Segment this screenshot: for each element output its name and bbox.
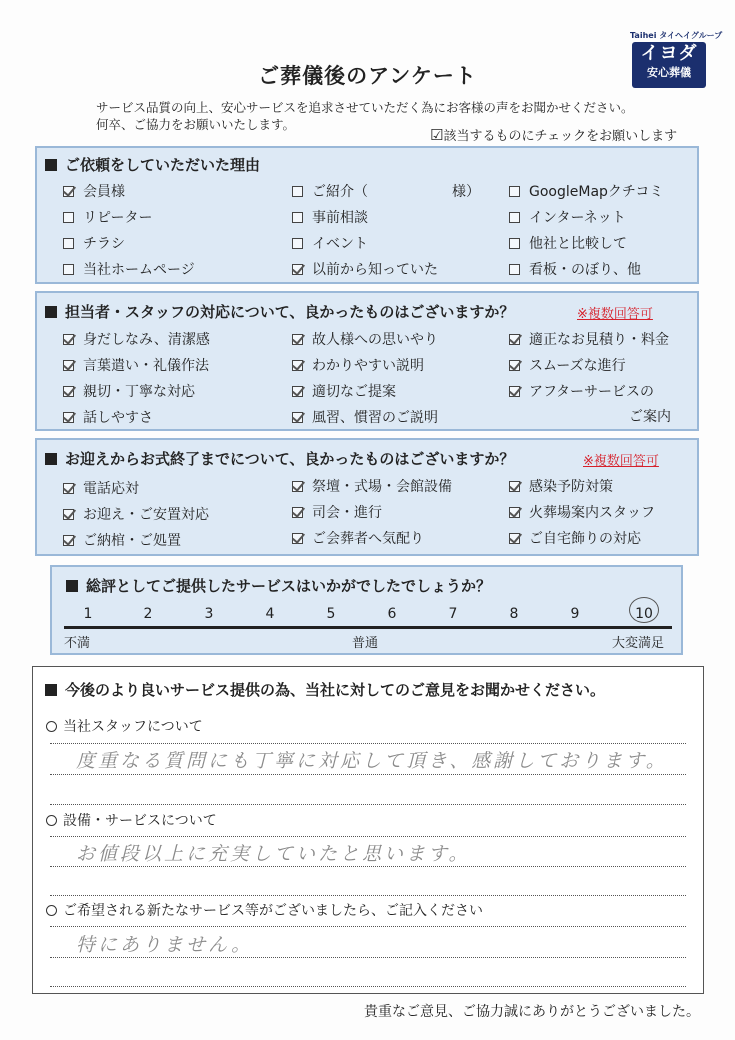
ceremony-section-title bbox=[45, 448, 514, 469]
circle-bullet-icon bbox=[46, 721, 57, 732]
scale-10[interactable]: 10 bbox=[635, 606, 653, 622]
checkbox-icon[interactable] bbox=[292, 481, 303, 492]
answer-line bbox=[50, 743, 686, 744]
option-label: 看板・のぼり、他 bbox=[529, 262, 641, 278]
option-label: スムーズな進行 bbox=[529, 358, 626, 374]
option-label: わかりやすい説明 bbox=[312, 358, 424, 374]
option-compassion[interactable] bbox=[292, 329, 438, 349]
option-label: チラシ bbox=[83, 236, 125, 252]
option-after-service-continuation: ご案内 bbox=[629, 409, 671, 425]
checkmark-icon: ☑ bbox=[430, 126, 444, 144]
checkbox-icon[interactable] bbox=[63, 186, 74, 197]
answer-line bbox=[50, 774, 686, 775]
option-label: 事前相談 bbox=[312, 210, 368, 226]
option-manners[interactable] bbox=[63, 355, 209, 375]
square-bullet-icon bbox=[45, 159, 57, 171]
option-appearance[interactable] bbox=[63, 329, 210, 349]
rating-section-title-text: 総評としてご提供したサービスはいかがでしたでしょうか？ bbox=[86, 577, 492, 595]
scale-2[interactable]: 2 bbox=[143, 606, 153, 622]
answer-new-service[interactable]: 特にありません。 bbox=[76, 934, 254, 956]
checkbox-icon[interactable] bbox=[292, 507, 303, 518]
scale-7[interactable]: 7 bbox=[448, 606, 458, 622]
checkbox-icon[interactable] bbox=[63, 212, 74, 223]
option-label: イベント bbox=[312, 236, 368, 252]
scale-8[interactable]: 8 bbox=[509, 606, 519, 622]
option-referral[interactable] bbox=[292, 181, 480, 201]
scale-high-label: 大変満足 bbox=[612, 636, 665, 651]
option-kindness[interactable] bbox=[63, 381, 195, 401]
intro-line-2: 何卒、ご協力をお願いいたします。 bbox=[96, 117, 296, 132]
option-compared[interactable] bbox=[509, 233, 627, 253]
answer-staff[interactable]: 度重なる質問にも丁寧に対応して頂き、感謝しております。 bbox=[76, 750, 668, 772]
option-smooth-progress[interactable] bbox=[509, 355, 626, 375]
thanks-message: 貴重なご意見、ご協力誠にありがとうございました。 bbox=[364, 1004, 700, 1020]
option-label: 風習、慣習のご説明 bbox=[312, 410, 438, 426]
option-label: 親切・丁寧な対応 bbox=[83, 384, 195, 400]
checkbox-icon[interactable] bbox=[63, 334, 74, 345]
option-label: ご自宅飾りの対応 bbox=[529, 531, 641, 547]
page-title: ご葬儀後のアンケート bbox=[258, 64, 477, 88]
checkbox-icon[interactable] bbox=[292, 334, 303, 345]
option-known-before[interactable] bbox=[292, 259, 438, 279]
checkbox-icon[interactable] bbox=[292, 533, 303, 544]
option-event[interactable] bbox=[292, 233, 368, 253]
option-customs[interactable] bbox=[292, 407, 438, 427]
checkbox-icon[interactable] bbox=[509, 212, 520, 223]
feedback-section-title bbox=[45, 679, 605, 700]
scale-3[interactable]: 3 bbox=[204, 606, 214, 622]
option-mc[interactable] bbox=[292, 502, 382, 522]
option-label: GoogleMapクチコミ bbox=[529, 184, 664, 200]
staff-section-title-text: 担当者・スタッフの対応について、良かったものはございますか？ bbox=[65, 303, 515, 321]
option-homepage[interactable] bbox=[63, 259, 195, 279]
scale-9[interactable]: 9 bbox=[570, 606, 580, 622]
checkbox-icon[interactable] bbox=[63, 509, 74, 520]
option-proposal[interactable] bbox=[292, 381, 396, 401]
option-label: 当社ホームページ bbox=[83, 262, 195, 278]
logo-main-text: イヨダ bbox=[640, 43, 698, 64]
option-label: リピーター bbox=[83, 210, 153, 226]
square-bullet-icon bbox=[45, 306, 57, 318]
staff-section bbox=[35, 291, 699, 431]
rating-section-title bbox=[66, 575, 491, 596]
option-label: 言葉遣い・礼儀作法 bbox=[83, 358, 209, 374]
checkbox-icon[interactable] bbox=[509, 533, 520, 544]
scale-6[interactable]: 6 bbox=[387, 606, 397, 622]
checkbox-icon[interactable] bbox=[63, 483, 74, 494]
checkbox-icon[interactable] bbox=[292, 186, 303, 197]
option-label: 祭壇・式場・会館設備 bbox=[312, 479, 452, 495]
checkbox-icon[interactable] bbox=[63, 535, 74, 546]
option-label: アフターサービスの bbox=[529, 384, 655, 400]
checkbox-icon[interactable] bbox=[292, 238, 303, 249]
scale-5[interactable]: 5 bbox=[326, 606, 336, 622]
checkbox-icon[interactable] bbox=[292, 212, 303, 223]
multiple-answer-note: ※複数回答可 bbox=[583, 454, 659, 469]
option-label: 故人様への思いやり bbox=[312, 332, 438, 348]
checkbox-icon[interactable] bbox=[509, 334, 520, 345]
question-new-service bbox=[46, 900, 483, 920]
option-label: ご紹介（ 様） bbox=[312, 184, 480, 200]
checkbox-icon[interactable] bbox=[63, 238, 74, 249]
answer-facility[interactable]: お値段以上に充実していたと思います。 bbox=[76, 843, 471, 865]
option-preconsult[interactable] bbox=[292, 207, 368, 227]
question-facility bbox=[46, 810, 217, 830]
option-infection[interactable] bbox=[509, 476, 613, 496]
option-label: 以前から知っていた bbox=[312, 262, 438, 278]
staff-section-title bbox=[45, 301, 514, 322]
answer-line bbox=[50, 866, 686, 867]
option-easy-to-talk[interactable] bbox=[63, 407, 153, 427]
option-label: 身だしなみ、清潔感 bbox=[83, 332, 210, 348]
scale-low-label: 不満 bbox=[64, 636, 91, 651]
answer-line bbox=[50, 804, 686, 805]
rating-scale-line bbox=[64, 626, 672, 629]
check-instruction-text: 該当するものにチェックをお願いします bbox=[443, 129, 678, 144]
option-label: 適正なお見積り・料金 bbox=[529, 332, 669, 348]
option-label: 電話応対 bbox=[83, 481, 139, 497]
checkbox-icon[interactable] bbox=[63, 264, 74, 275]
option-crematorium[interactable] bbox=[509, 502, 655, 522]
checkbox-icon[interactable] bbox=[63, 360, 74, 371]
option-clear-explanation[interactable] bbox=[292, 355, 424, 375]
checkbox-icon[interactable] bbox=[509, 264, 520, 275]
option-fair-estimate[interactable] bbox=[509, 329, 669, 349]
option-label: インターネット bbox=[529, 210, 626, 226]
option-encoffin[interactable] bbox=[63, 530, 181, 550]
scale-1[interactable]: 1 bbox=[83, 606, 93, 622]
option-mourners[interactable] bbox=[292, 528, 424, 548]
option-member[interactable] bbox=[63, 181, 125, 201]
option-after-service[interactable] bbox=[509, 381, 654, 401]
option-label: ご納棺・ご処置 bbox=[83, 533, 181, 549]
option-label: 会員様 bbox=[83, 184, 125, 200]
scale-mid-label: 普通 bbox=[352, 636, 379, 651]
checkbox-icon[interactable] bbox=[63, 412, 74, 423]
feedback-section-title-text: 今後のより良いサービス提供の為、当社に対してのご意見をお聞かせください。 bbox=[65, 681, 606, 699]
question-staff-text: 当社スタッフについて bbox=[63, 719, 203, 735]
logo-group-text: Taihei タイヘイグループ bbox=[630, 31, 723, 40]
reason-section bbox=[35, 146, 699, 284]
option-home-decor[interactable] bbox=[509, 528, 641, 548]
checkbox-icon[interactable] bbox=[509, 507, 520, 518]
option-label: 適切なご提案 bbox=[312, 384, 396, 400]
checkbox-icon[interactable] bbox=[509, 360, 520, 371]
question-new-service-text: ご希望される新たなサービス等がございましたら、ご記入ください bbox=[63, 903, 483, 919]
selected-rating-circle bbox=[629, 597, 659, 623]
intro-line-1: サービス品質の向上、安心サービスを追求させていただく為にお客様の声をお聞かせください。 bbox=[96, 100, 634, 115]
checkbox-icon[interactable] bbox=[509, 186, 520, 197]
checkbox-icon[interactable] bbox=[292, 264, 303, 275]
option-repeater[interactable] bbox=[63, 207, 152, 227]
checkbox-icon[interactable] bbox=[509, 238, 520, 249]
multiple-answer-note: ※複数回答可 bbox=[577, 307, 653, 322]
ceremony-section bbox=[35, 438, 699, 556]
circle-bullet-icon bbox=[46, 815, 57, 826]
answer-line bbox=[50, 957, 686, 958]
checkbox-icon[interactable] bbox=[63, 386, 74, 397]
square-bullet-icon bbox=[45, 684, 57, 696]
checkbox-icon[interactable] bbox=[292, 412, 303, 423]
option-phone[interactable] bbox=[63, 478, 139, 498]
check-instruction bbox=[430, 125, 677, 144]
reason-section-title bbox=[45, 154, 260, 175]
question-facility-text: 設備・サービスについて bbox=[63, 813, 217, 829]
answer-line bbox=[50, 986, 686, 987]
reason-section-title-text: ご依頼をしていただいた理由 bbox=[65, 156, 261, 174]
option-googlemap[interactable] bbox=[509, 181, 663, 201]
ceremony-section-title-text: お迎えからお式終了までについて、良かったものはございますか？ bbox=[65, 450, 515, 468]
checkbox-icon[interactable] bbox=[292, 360, 303, 371]
option-label: 火葬場案内スタッフ bbox=[529, 505, 655, 521]
square-bullet-icon bbox=[45, 453, 57, 465]
option-pickup[interactable] bbox=[63, 504, 209, 524]
option-label: 話しやすさ bbox=[83, 410, 153, 426]
logo-sub-text: 安心葬儀 bbox=[647, 66, 691, 79]
answer-line bbox=[50, 836, 686, 837]
option-label: 感染予防対策 bbox=[529, 479, 613, 495]
option-label: ご会葬者へ気配り bbox=[312, 531, 424, 547]
scale-4[interactable]: 4 bbox=[265, 606, 275, 622]
square-bullet-icon bbox=[66, 580, 78, 592]
option-signboard[interactable] bbox=[509, 259, 641, 279]
circle-bullet-icon bbox=[46, 905, 57, 916]
question-staff bbox=[46, 716, 203, 736]
checkbox-icon[interactable] bbox=[509, 386, 520, 397]
checkbox-icon[interactable] bbox=[509, 481, 520, 492]
option-internet[interactable] bbox=[509, 207, 626, 227]
answer-line bbox=[50, 926, 686, 927]
answer-line bbox=[50, 895, 686, 896]
checkbox-icon[interactable] bbox=[292, 386, 303, 397]
option-label: 他社と比較して bbox=[529, 236, 627, 252]
option-facilities[interactable] bbox=[292, 476, 452, 496]
option-label: お迎え・ご安置対応 bbox=[83, 507, 209, 523]
option-label: 司会・進行 bbox=[312, 505, 382, 521]
option-flyer[interactable] bbox=[63, 233, 125, 253]
